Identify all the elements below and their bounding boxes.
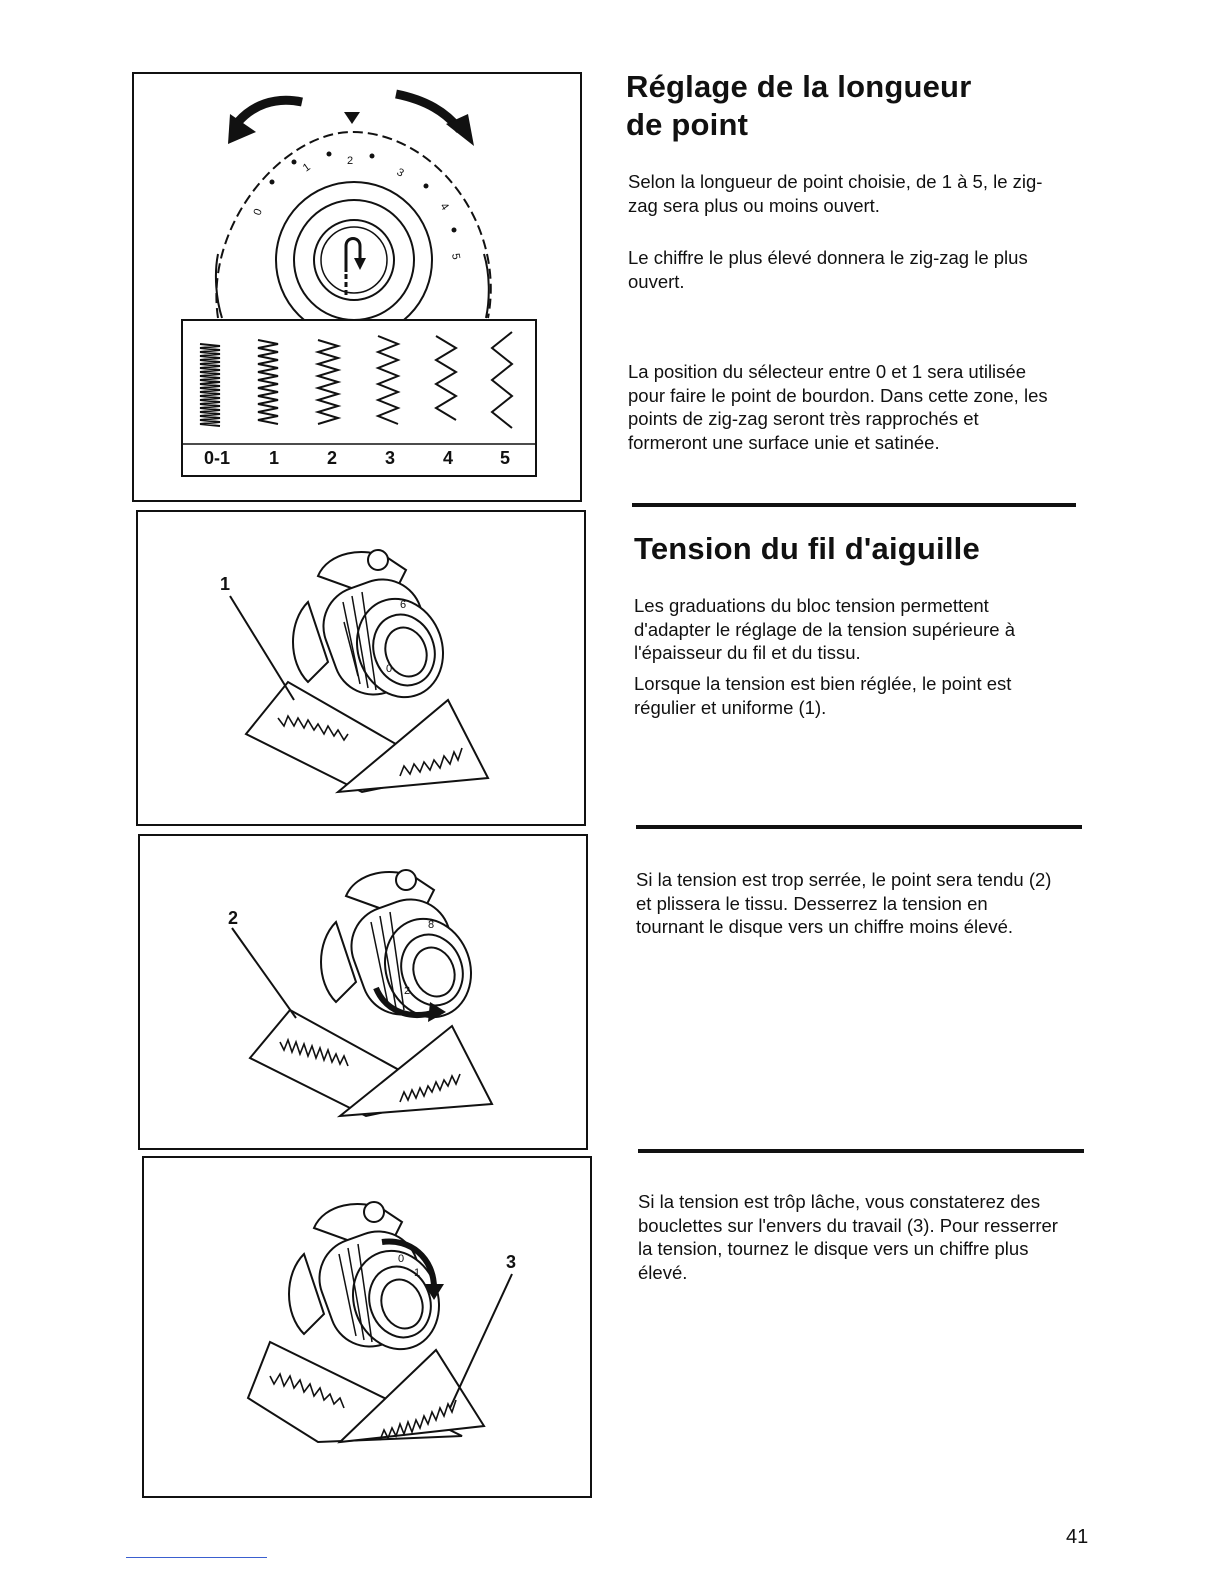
svg-text:6: 6 [400, 599, 407, 611]
stitch-length-paragraph-3: La position du sélecteur entre 0 et 1 sera utilisée pour faire le point de bourdon. Dans cette zone, les points de zig-zag seront très rapprochés et formeront une surface unie et satinée. [628, 361, 1048, 453]
thread-tension-paragraph-4: Si la tension est trôp lâche, vous constaterez des bouclettes sur l'envers du travail (3). Pour resserrer la tension, tournez le disque vers un chiffre plus élevé. [638, 1191, 1058, 1283]
dial-knob [276, 182, 432, 338]
dial-number-0: 0 [251, 207, 265, 218]
zigzag-label-5: 5 [499, 448, 510, 468]
svg-text:2: 2 [404, 985, 411, 997]
zigzag-label-2: 2 [326, 448, 337, 468]
dial-number-4: 4 [437, 200, 451, 213]
stitch-length-paragraph-2: Le chiffre le plus élevé donnera le zig-zag le plus ouvert. [628, 247, 1028, 292]
stitch-dial-illustration [134, 74, 580, 500]
dial-number-1: 1 [300, 161, 313, 175]
footer-line [126, 1557, 267, 1558]
callout-2: 2 [228, 908, 239, 928]
tension-tight-figure [138, 834, 588, 1150]
dial-number-5: 5 [449, 252, 462, 261]
stitch-length-heading [626, 68, 971, 144]
dial-number-3: 3 [394, 166, 406, 180]
section-divider-3 [638, 1149, 1084, 1153]
tension-loose-figure [142, 1156, 592, 1498]
section-divider-2 [636, 825, 1082, 829]
thread-tension-paragraph-1: Les graduations du bloc tension permettent d'adapter le réglage de la tension supérieure à l'épaisseur du fil et du tissu. [634, 595, 1015, 663]
callout-3: 3 [506, 1252, 517, 1272]
dial-number-2: 2 [347, 155, 354, 167]
svg-text:1: 1 [414, 1267, 421, 1279]
zigzag-label-3: 3 [384, 448, 395, 468]
tension-dial-tight-illustration [140, 836, 586, 1148]
zigzag-label-4: 4 [442, 448, 453, 468]
zigzag-label-1: 1 [268, 448, 279, 468]
svg-text:0: 0 [386, 663, 393, 675]
thread-tension-heading: Tension du fil d'aiguille [634, 531, 980, 566]
stitch-length-heading-line2: de point [626, 107, 749, 142]
zigzag-label-0-1: 0-1 [203, 448, 230, 468]
stitch-length-figure [132, 72, 582, 502]
svg-text:0: 0 [398, 1253, 405, 1265]
indicator-triangle-icon [344, 112, 360, 124]
stitch-length-heading-line1: Réglage de la longueur [626, 69, 972, 104]
tension-dial-illustration [138, 512, 584, 824]
section-divider-1 [632, 503, 1076, 507]
tension-dial-loose-illustration [144, 1158, 590, 1496]
thread-tension-paragraph-2: Lorsque la tension est bien réglée, le point est régulier et uniforme (1). [634, 673, 1012, 718]
callout-1: 1 [220, 574, 231, 594]
tension-correct-figure [136, 510, 586, 826]
svg-text:8: 8 [428, 919, 435, 931]
thread-tension-paragraph-3: Si la tension est trop serrée, le point sera tendu (2) et plissera le tissu. Desserrez la tension en tournant le disque vers un chiffre moins élevé. [636, 869, 1052, 937]
stitch-length-paragraph-1: Selon la longueur de point choisie, de 1 à 5, le zig-zag sera plus ou moins ouvert. [628, 171, 1043, 216]
page-number: 41 [1066, 1526, 1089, 1548]
